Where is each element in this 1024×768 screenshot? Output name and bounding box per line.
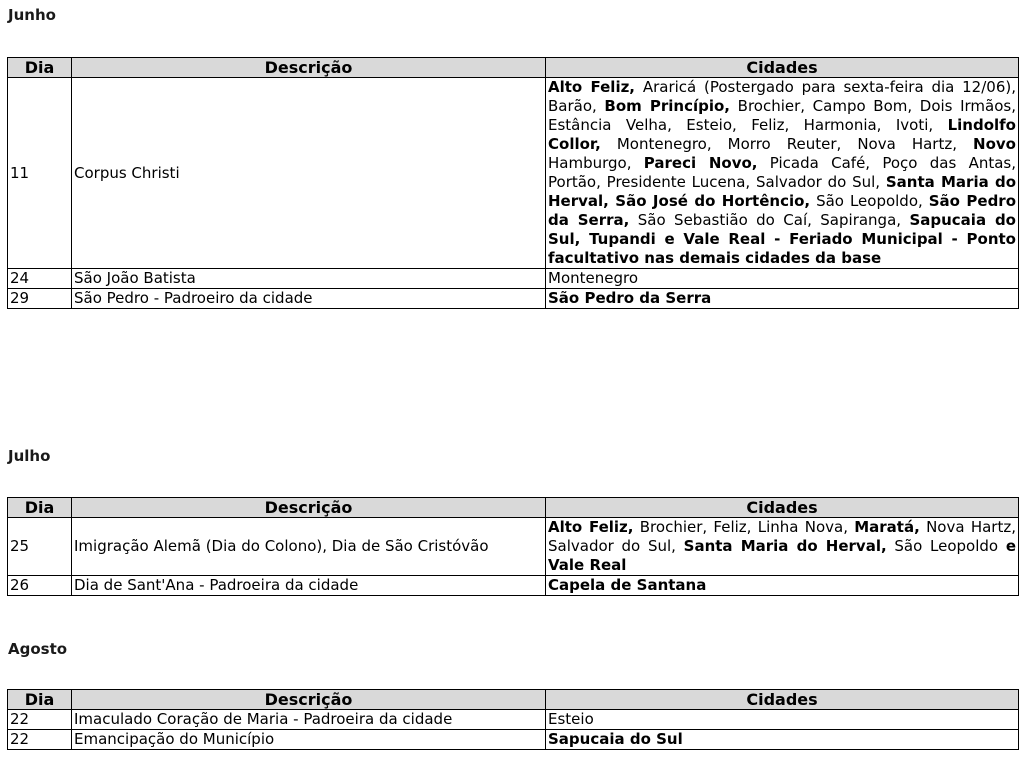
city-text: Araricá (Postergado para sexta-feira dia 12/06), Barão, bbox=[548, 78, 1016, 115]
cell-cidades bbox=[546, 78, 1019, 269]
city-text: Hamburgo, bbox=[548, 154, 644, 172]
header-descricao: Descrição bbox=[72, 690, 546, 710]
month-title-junho: Junho bbox=[8, 6, 56, 24]
table-row bbox=[8, 710, 1019, 730]
city-name-bold: São Pedro da Serra bbox=[548, 289, 712, 307]
month-title-julho: Julho bbox=[8, 447, 51, 465]
cell-descricao: São João Batista bbox=[72, 269, 546, 289]
cell-descricao: São Pedro - Padroeiro da cidade bbox=[72, 289, 546, 309]
city-name-bold: Sapucaia do Sul, Tupandi e Vale Real - Feriado Municipal - Ponto facultativo nas demais cidades da base bbox=[548, 211, 1016, 267]
header-cidades: Cidades bbox=[546, 58, 1019, 78]
cell-cidades bbox=[546, 289, 1019, 309]
city-text: São Sebastião do Caí, Sapiranga, bbox=[629, 211, 910, 229]
holiday-table-junho bbox=[7, 57, 1019, 309]
city-text: São Leopoldo bbox=[886, 537, 1006, 555]
table-header-row bbox=[8, 498, 1019, 518]
city-name-bold: Lindolfo Collor, bbox=[548, 116, 1016, 153]
city-name-bold: Santa Maria do Herval, bbox=[683, 537, 887, 555]
table-row bbox=[8, 269, 1019, 289]
holiday-table-agosto bbox=[7, 689, 1019, 750]
city-name-bold: Alto Feliz, bbox=[548, 78, 636, 96]
header-descricao: Descrição bbox=[72, 58, 546, 78]
city-text: Montenegro bbox=[548, 269, 639, 287]
city-text: Esteio bbox=[548, 710, 594, 728]
cell-dia: 24 bbox=[8, 269, 72, 289]
cell-descricao: Imaculado Coração de Maria - Padroeira da cidade bbox=[72, 710, 546, 730]
cell-cidades bbox=[546, 518, 1019, 576]
city-text: Picada Café, Poço das Antas, Portão, Presidente Lucena, Salvador do Sul, bbox=[548, 154, 1017, 191]
header-dia: Dia bbox=[8, 690, 72, 710]
cell-cidades bbox=[546, 710, 1019, 730]
city-name-bold: Sapucaia do Sul bbox=[548, 730, 683, 748]
table-row bbox=[8, 289, 1019, 309]
table-row bbox=[8, 518, 1019, 576]
city-name-bold: Pareci Novo, bbox=[643, 154, 758, 172]
city-name-bold: Bom Princípio, bbox=[604, 97, 731, 115]
cell-dia: 26 bbox=[8, 576, 72, 596]
city-name-bold: Santa Maria do Herval, São José do Hortêncio, bbox=[548, 173, 1017, 210]
holiday-table-julho bbox=[7, 497, 1019, 596]
city-name-bold: Novo bbox=[973, 135, 1016, 153]
city-text: Brochier, Feliz, Linha Nova, bbox=[633, 518, 855, 536]
header-cidades: Cidades bbox=[546, 690, 1019, 710]
header-dia: Dia bbox=[8, 498, 72, 518]
city-name-bold: São Pedro da Serra, bbox=[548, 192, 1017, 229]
cell-descricao: Emancipação do Município bbox=[72, 730, 546, 750]
cell-descricao: Dia de Sant'Ana - Padroeira da cidade bbox=[72, 576, 546, 596]
cell-dia: 22 bbox=[8, 710, 72, 730]
cell-dia: 25 bbox=[8, 518, 72, 576]
header-descricao: Descrição bbox=[72, 498, 546, 518]
cell-dia: 11 bbox=[8, 78, 72, 269]
header-cidades: Cidades bbox=[546, 498, 1019, 518]
city-name-bold: e Vale Real bbox=[548, 537, 1016, 574]
cell-cidades bbox=[546, 269, 1019, 289]
city-name-bold: Alto Feliz, bbox=[548, 518, 634, 536]
table-row bbox=[8, 78, 1019, 269]
cell-cidades bbox=[546, 576, 1019, 596]
city-text: São Leopoldo, bbox=[810, 192, 929, 210]
cell-dia: 22 bbox=[8, 730, 72, 750]
city-text: Montenegro, Morro Reuter, Nova Hartz, bbox=[600, 135, 974, 153]
month-title-agosto: Agosto bbox=[8, 640, 68, 658]
city-name-bold: Maratá, bbox=[854, 518, 920, 536]
table-header-row bbox=[8, 58, 1019, 78]
cell-cidades bbox=[546, 730, 1019, 750]
city-text: Brochier, Campo Bom, Dois Irmãos, Estância Velha, Esteio, Feliz, Harmonia, Ivoti, bbox=[548, 97, 1017, 134]
cell-descricao: Imigração Alemã (Dia do Colono), Dia de São Cristóvão bbox=[72, 518, 546, 576]
cell-descricao: Corpus Christi bbox=[72, 78, 546, 269]
city-name-bold: Capela de Santana bbox=[548, 576, 707, 594]
city-text: Nova Hartz, Salvador do Sul, bbox=[548, 518, 1016, 555]
cell-dia: 29 bbox=[8, 289, 72, 309]
header-dia: Dia bbox=[8, 58, 72, 78]
table-row bbox=[8, 576, 1019, 596]
table-row bbox=[8, 730, 1019, 750]
table-header-row bbox=[8, 690, 1019, 710]
